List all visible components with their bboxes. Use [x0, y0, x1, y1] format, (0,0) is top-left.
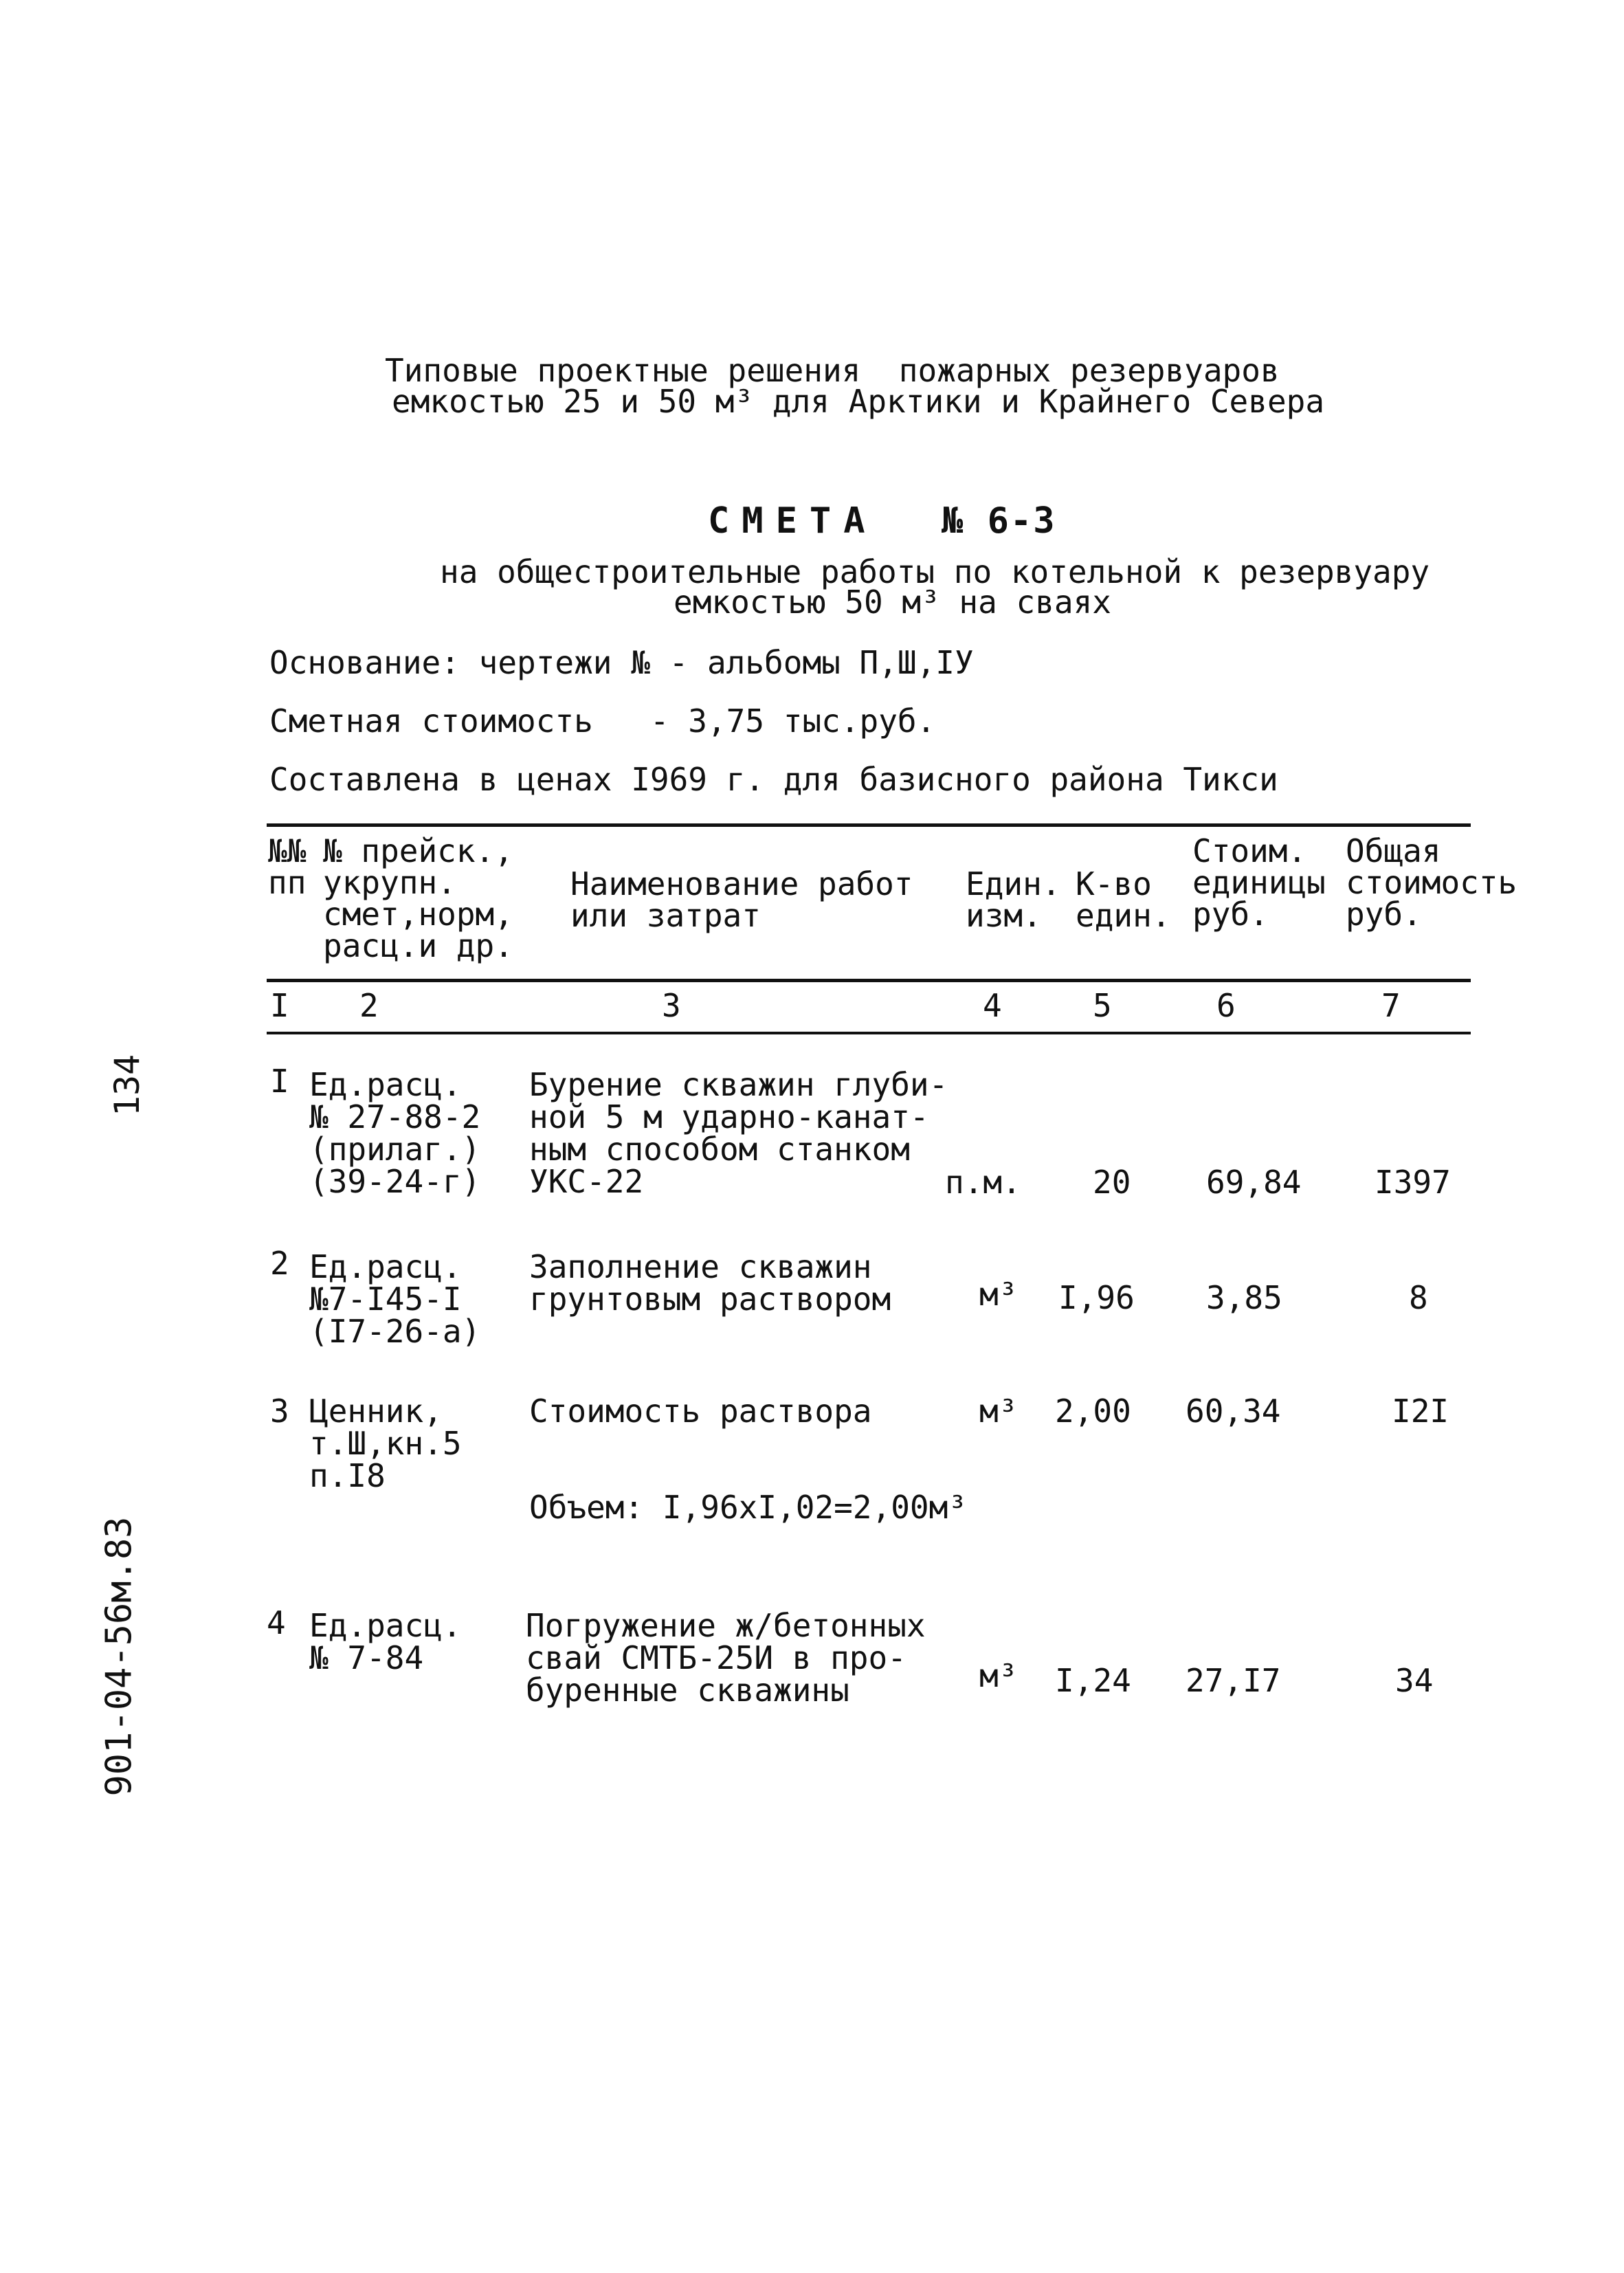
row-total: 8 — [1409, 1279, 1428, 1316]
estimate-prices: Составлена в ценах I969 г. для базисного района Тикси — [269, 761, 1278, 798]
row-total: 34 — [1395, 1662, 1434, 1699]
row-volume-note: Объем: I,96хI,02=2,00м³ — [529, 1489, 967, 1526]
page-number: 134 — [107, 1054, 148, 1117]
estimate-subtitle-2: емкостью 50 м³ на сваях — [674, 584, 1111, 621]
row-work-name: Заполнение скважин грунтовым раствором — [529, 1248, 891, 1318]
document-code: 901-04-56м.83 — [98, 1516, 140, 1797]
colnum-6: 6 — [1216, 987, 1236, 1024]
row-work-name: Стоимость раствора — [529, 1393, 872, 1430]
row-total: I2I — [1392, 1393, 1449, 1430]
header-col-2: № прейск., укрупн. смет,норм, расц.и др. — [323, 832, 513, 964]
row-reference: Ед.расц. №7-I45-I (I7-26-а) — [309, 1248, 481, 1350]
row-number: 2 — [270, 1245, 289, 1282]
row-quantity: I,24 — [1055, 1662, 1131, 1699]
header-col-3: Наименование работ или затрат — [570, 865, 913, 934]
table-colnum-rule — [267, 1032, 1471, 1034]
row-unit: м³ — [979, 1657, 1018, 1694]
row-quantity: 2,00 — [1055, 1393, 1131, 1430]
row-work-name: Бурение скважин глуби- ной 5 м ударно-канат- ным способом станком УКС-22 — [529, 1066, 948, 1200]
row-quantity: 20 — [1093, 1164, 1131, 1201]
row-number: 3 — [270, 1393, 289, 1430]
estimate-basis: Основание: чертежи № - альбомы П,Ш,IУ — [269, 644, 974, 681]
row-number: I — [270, 1063, 289, 1100]
row-reference: Ед.расц. № 7-84 — [309, 1607, 462, 1676]
doc-header-line2: емкостью 25 и 50 м³ для Арктики и Крайнего Севера — [392, 383, 1325, 420]
doc-header-line1: Типовые проектные решения пожарных резервуаров — [385, 352, 1280, 389]
estimate-cost: Сметная стоимость - 3,75 тыс.руб. — [269, 702, 936, 740]
estimate-number: № 6-3 — [942, 500, 1056, 542]
row-unit: м³ — [979, 1393, 1018, 1430]
row-number: 4 — [267, 1604, 286, 1641]
row-unit-price: 3,85 — [1206, 1279, 1282, 1316]
header-col-4: Един. изм. — [966, 865, 1061, 934]
colnum-2: 2 — [359, 987, 379, 1024]
header-col-1: №№ пп — [268, 832, 307, 901]
header-col-5: К-во един. — [1076, 865, 1171, 934]
table-top-rule — [267, 823, 1471, 827]
colnum-1: I — [270, 987, 289, 1024]
row-total: I397 — [1375, 1164, 1451, 1201]
row-unit-price: 69,84 — [1206, 1164, 1302, 1201]
colnum-4: 4 — [983, 987, 1002, 1024]
header-col-6: Стоим. единицы руб. — [1192, 832, 1326, 933]
row-reference: Ценник, т.Ш,кн.5 п.I8 — [309, 1393, 462, 1494]
row-unit-price: 27,I7 — [1186, 1662, 1281, 1699]
estimate-title: СМЕТА — [708, 500, 878, 542]
table-header-rule — [267, 979, 1471, 982]
header-col-7: Общая стоимость руб. — [1346, 832, 1517, 933]
estimate-subtitle-1: на общестроительные работы по котельной к резервуару — [440, 553, 1430, 590]
colnum-7: 7 — [1381, 987, 1401, 1024]
row-unit-price: 60,34 — [1186, 1393, 1281, 1430]
row-unit: м³ — [979, 1276, 1018, 1313]
row-work-name: Погружение ж/бетонных свай СМТБ-25И в про- буренные скважины — [526, 1607, 926, 1709]
row-unit: п.м. — [945, 1164, 1021, 1201]
colnum-5: 5 — [1093, 987, 1112, 1024]
row-quantity: I,96 — [1058, 1279, 1135, 1316]
row-reference: Ед.расц. № 27-88-2 (прилаг.) (39-24-г) — [309, 1066, 481, 1200]
colnum-3: 3 — [662, 987, 681, 1024]
